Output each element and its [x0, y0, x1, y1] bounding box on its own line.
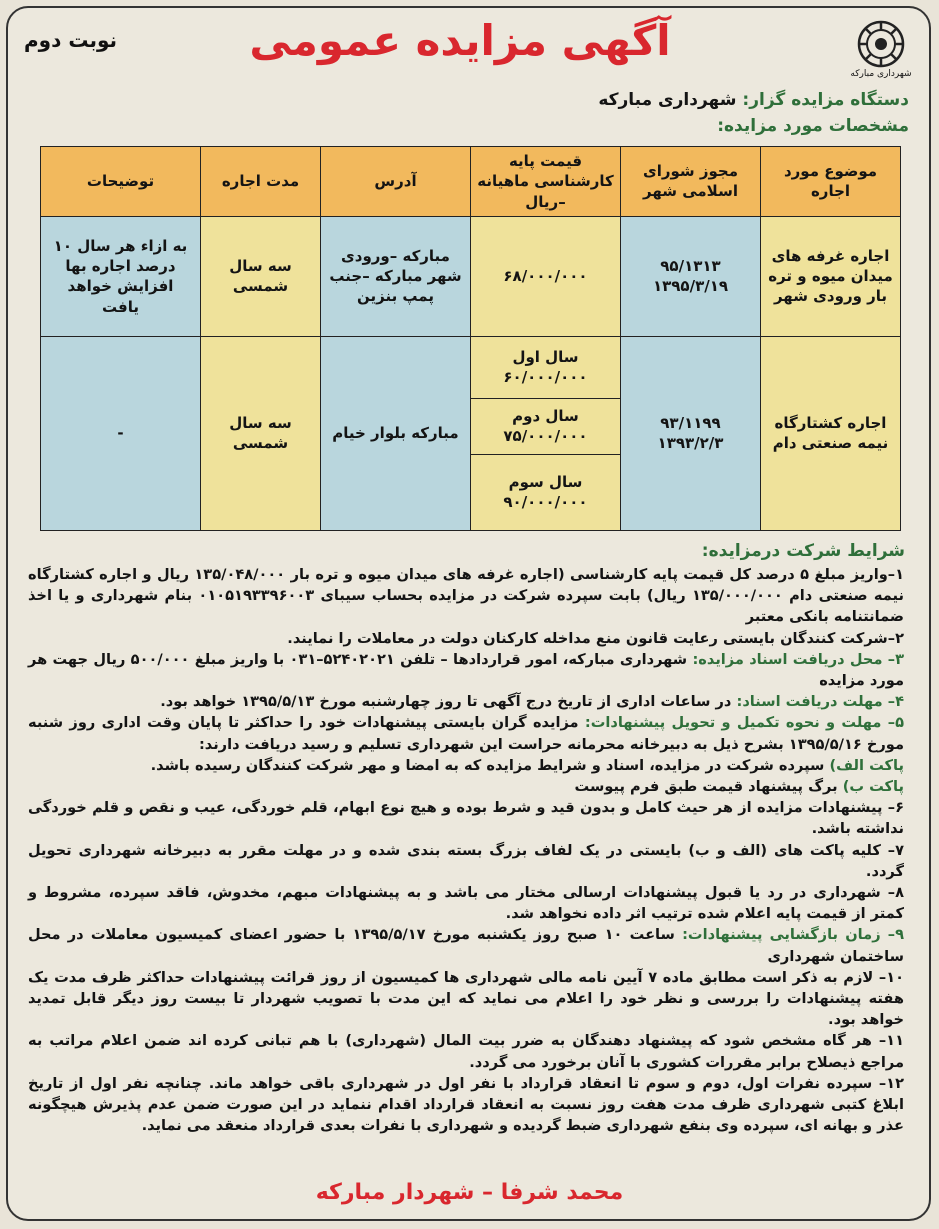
- condition-5: [28, 712, 904, 754]
- condition-9-text: ساعت ۱۰ صبح روز یکشنبه مورخ ۱۳۹۵/۵/۱۷ با حضور اعضای کمیسیون معاملات در محل ساختمان شهرداری: [28, 926, 904, 965]
- condition-3: [28, 649, 904, 691]
- condition-3-text: شهرداری مبارکه، امور قراردادها – تلفن ۵۲۴۰۲۰۲۱–۰۳۱ با واریز مبلغ ۵۰۰/۰۰۰ ریال جهت هر مورد مزایده: [28, 650, 904, 690]
- conditions-title: شرایط شرکت درمزایده:: [701, 541, 905, 561]
- page-title: آگهی مزایده عمومی: [249, 16, 671, 65]
- row2-price-year1: سال اول ۶۰/۰۰۰/۰۰۰: [471, 336, 621, 398]
- logo-caption: شهرداری مبارکه: [850, 69, 912, 79]
- row1-duration: سه سال شمسی: [201, 216, 321, 336]
- condition-6: ۶– پیشنهادات مزایده از هر حیث کامل و بدون قید و شرط بوده و هیچ نوع ابهام، قلم خوردگی، عیب و نقص و قلم خوردگی نداشته باشد.: [28, 799, 904, 838]
- municipality-logo: [846, 20, 916, 92]
- row1-subject: اجاره غرفه های میدان میوه و تره بار ورودی شهر: [761, 216, 901, 336]
- row2-subject: اجاره کشتارگاه نیمه صنعتی دام: [761, 336, 901, 530]
- row2-duration: سه سال شمسی: [201, 336, 321, 530]
- condition-8: ۸– شهرداری در رد یا قبول پیشنهادات ارسالی مختار می باشد و به پیشنهادات مبهم، مخدوش، فاقد سپرده، مشروط و کمتر از قیمت پایه اعلام شده ترتیب اثر داده نخواهد شد.: [28, 884, 904, 923]
- header: [20, 14, 920, 94]
- header-duration: مدت اجاره: [201, 147, 321, 217]
- condition-1: ۱–واریز مبلغ ۵ درصد کل قیمت پایه کارشناسی (اجاره غرفه های میدان میوه و تره بار ۱۳۵/۰۴۸/۰۰۰ ریال و اجاره کشتارگاه نیمه صنعتی دام ۱۳۵/۰۰۰/۰۰۰ ریال) بابت سپرده شرکت در مزایده بحساب سیبای ۰۱۰۵۱۹۳۳۹۶۰۰۳ بنام شهرداری و یا اخذ ضمانتنامه بانکی معتبر: [28, 566, 904, 626]
- auctioneer-line: [29, 90, 909, 110]
- condition-7: ۷– کلیه پاکت های (الف و ب) بایستی در یک لفاف بزرگ بسته بندی شده و در مهلت مقرر به دبیرخانه شهرداری تحویل گردد.: [28, 841, 904, 880]
- condition-5-label: ۵– مهلت و نحوه تکمیل و تحویل پیشنهادات:: [584, 714, 904, 732]
- envelope-a-label: پاکت الف): [829, 756, 904, 774]
- auction-table: [40, 146, 901, 531]
- round-label: نوبت دوم: [24, 28, 118, 52]
- condition-4-text: در ساعات اداری از تاریخ درج آگهی تا روز چهارشنبه مورخ ۱۳۹۵/۵/۱۳ خواهد بود.: [160, 693, 737, 711]
- condition-4: [28, 691, 904, 712]
- header-notes: توضیحات: [41, 147, 201, 217]
- signature: محمد شرفا – شهردار مبارکه: [315, 1180, 624, 1205]
- condition-10: ۱۰– لازم به ذکر است مطابق ماده ۷ آیین نامه مالی شهرداری ها کمیسیون از روز قرائت پیشنهادات حداکثر ظرف مدت یک هفته پیشنهادات را بررسی و نظر خود را اعلام می نماید که این مدت با تصویب شهردار تا بیست روز دیگر قابل تمدید خواهد بود.: [28, 968, 905, 1029]
- row2-notes: -: [41, 336, 201, 530]
- envelope-a-text: سپرده شرکت در مزایده، اسناد و شرایط مزایده که به امضا و مهر شرکت کنندگان رسیده باشد.: [150, 756, 830, 774]
- table-header-row: [41, 147, 901, 217]
- header-price: قیمت پایه کارشناسی ماهیانه –ریال: [471, 147, 621, 217]
- auctioneer-label: دستگاه مزایده گزار:: [742, 90, 909, 110]
- condition-5-text: مزایده گران بایستی پیشنهادات خود را حداکثر تا پایان وقت اداری روز شنبه مورخ ۱۳۹۵/۵/۱۶ بشرح ذیل به دبیرخانه محرمانه حراست این شهرداری تسلیم و رسید دریافت دارند:: [28, 714, 904, 753]
- header-permit: مجوز شورای اسلامی شهر: [621, 147, 761, 217]
- envelope-a: [28, 755, 904, 776]
- condition-9: [28, 924, 904, 966]
- condition-4-label: ۴– مهلت دریافت اسناد:: [736, 693, 904, 711]
- row2-address: مبارکه بلوار خیام: [321, 336, 471, 530]
- row1-address: مبارکه –ورودی شهر مبارکه –جنب پمپ بنزین: [321, 216, 471, 336]
- table-row: [41, 336, 901, 398]
- row1-permit: ۹۵/۱۳۱۳ ۱۳۹۵/۳/۱۹: [621, 216, 761, 336]
- envelope-b-text: برگ پیشنهاد قیمت طبق فرم پیوست: [574, 778, 843, 796]
- row2-price-year2: سال دوم ۷۵/۰۰۰/۰۰۰: [471, 398, 621, 454]
- condition-3-label: ۳– محل دریافت اسناد مزایده:: [692, 650, 904, 668]
- header-address: آدرس: [321, 147, 471, 217]
- row2-price-year3: سال سوم ۹۰/۰۰۰/۰۰۰: [471, 454, 621, 530]
- specs-label: مشخصات مورد مزایده:: [717, 116, 909, 136]
- header-subject: موضوع مورد اجاره: [761, 147, 901, 217]
- condition-2: ۲–شرکت کنندگان بایستی رعایت قانون منع مداخله کارکنان دولت در معاملات را نمایند.: [287, 629, 904, 647]
- envelope-b: [28, 776, 904, 797]
- conditions-list: [28, 564, 904, 1136]
- auctioneer-value: شهرداری مبارکه: [598, 90, 737, 110]
- envelope-b-label: پاکت ب): [842, 778, 904, 796]
- condition-12: ۱۲– سپرده نفرات اول، دوم و سوم تا انعقاد قرارداد با نفر اول در شهرداری باقی خواهد ماند. چنانچه نفر اول از تاریخ ابلاغ کتبی شهرداری ظرف مدت هفت روز نسبت به انعقاد قرارداد اقدام ننماید در این صورت ضمن عدم پذیرش هیچگونه عذر و بهانه ای، سپرده وی بنفع شهرداری ضبط گردیده و شهرداری با نفرات بعدی قرارداد منعقد می نماید.: [28, 1074, 904, 1135]
- condition-9-label: ۹– زمان بازگشایی پیشنهادات:: [682, 926, 904, 944]
- row2-permit: ۹۳/۱۱۹۹ ۱۳۹۳/۲/۳: [621, 336, 761, 530]
- row1-notes: به ازاء هر سال ۱۰ درصد اجاره بها افزایش خواهد یافت: [41, 216, 201, 336]
- logo-emblem-icon: [857, 20, 905, 68]
- condition-11: ۱۱– هر گاه مشخص شود که پیشنهاد دهندگان به ضرر بیت المال (شهرداری) با هم تبانی کرده اند ضمن اعلام مراتب به مراجع ذیصلاح برابر مقررات کشوری با آنان برخورد می گردد.: [28, 1032, 904, 1071]
- table-row: [41, 216, 901, 336]
- row1-price: ۶۸/۰۰۰/۰۰۰: [471, 216, 621, 336]
